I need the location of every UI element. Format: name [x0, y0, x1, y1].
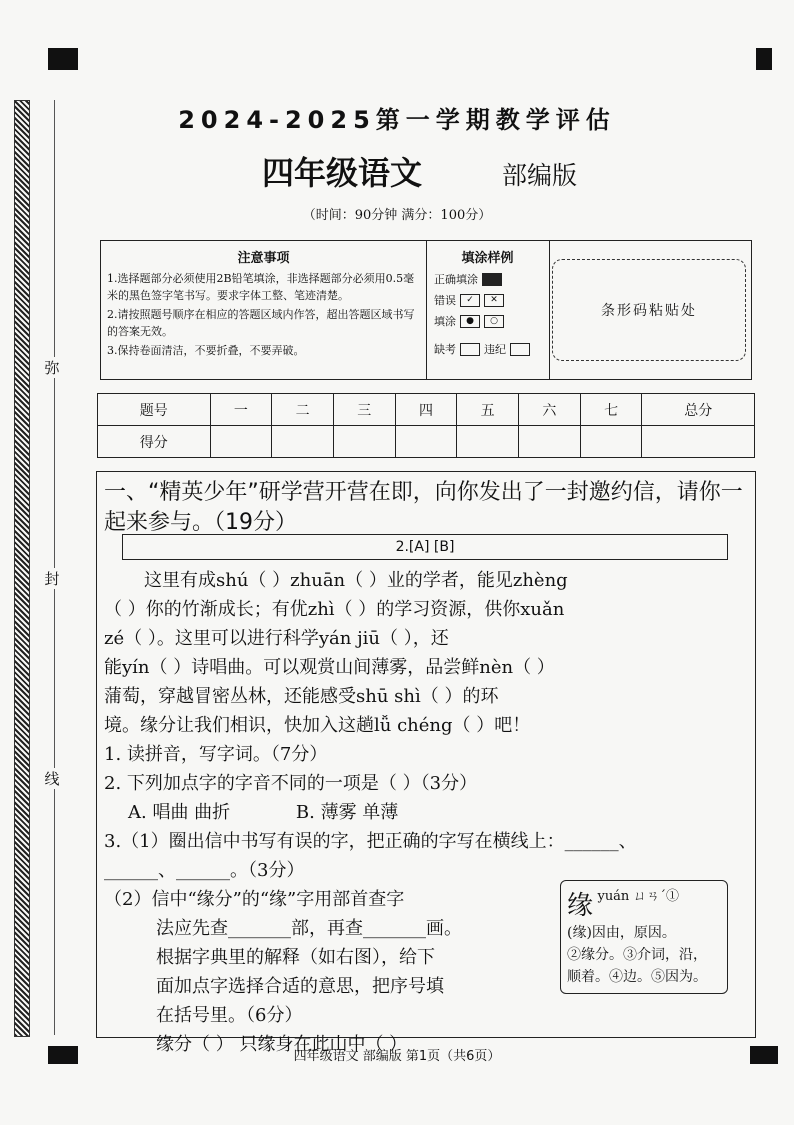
- score-header-cell: 七: [580, 394, 642, 426]
- correct-sample: [434, 271, 541, 287]
- dictionary-line: ②缘分。③介词，沿，: [567, 947, 707, 963]
- binding-label-feng: 封: [40, 568, 64, 589]
- sample-column: [426, 241, 550, 379]
- violation-checkbox[interactable]: [510, 343, 530, 356]
- dictionary-char: 缘: [567, 891, 594, 921]
- circle-box-icon: ○: [484, 315, 504, 328]
- score-cell[interactable]: [395, 426, 457, 458]
- notice-column: [101, 241, 427, 379]
- dot-box-icon: ●: [460, 315, 480, 328]
- subject-title: 四年级语文: [262, 154, 423, 192]
- score-cell[interactable]: [580, 426, 642, 458]
- score-cell[interactable]: [519, 426, 581, 458]
- exam-title: 2024-2025第一学期教学评估: [178, 106, 616, 134]
- barcode-area: 条形码粘贴处: [552, 259, 746, 361]
- option-a[interactable]: A. 唱曲 曲折: [128, 802, 231, 823]
- notice-box: [100, 240, 752, 380]
- question-1: 1. 读拼音，写字词。（7分）: [104, 744, 328, 765]
- score-header-cell: 六: [519, 394, 581, 426]
- passage-line: 境。缘分让我们相识，快加入这趟lǚ chéng（ ）吧！: [104, 715, 531, 736]
- time-info: （时间：90分钟 满分：100分）: [302, 208, 492, 223]
- wrong-label: 错误: [434, 294, 456, 307]
- edition-label: 部编版: [502, 161, 578, 190]
- notice-item: 3.保持卷面清洁，不要折叠，不要弄破。: [107, 344, 305, 357]
- dictionary-head: [567, 885, 721, 922]
- notice-title: 注意事项: [237, 251, 290, 266]
- score-header-row: [98, 394, 755, 426]
- wrong-label-2: 填涂: [434, 315, 456, 328]
- absent-checkbox[interactable]: [460, 343, 480, 356]
- absent-row: [434, 341, 541, 357]
- filled-box-icon: [482, 273, 502, 286]
- score-header-cell: 五: [457, 394, 519, 426]
- answer-choice-bar[interactable]: 2.[A] [B]: [122, 534, 728, 560]
- passage-line: 蒲萄，穿越冒密丛林，还能感受shū shì（ ）的环: [104, 686, 499, 707]
- score-cell[interactable]: [210, 426, 272, 458]
- question-3-2-line: 缘分（ ） 只缘身在此山中（ ）: [156, 1034, 408, 1055]
- registration-mark-top-left: [48, 48, 78, 70]
- score-header-cell: 总分: [642, 394, 755, 426]
- dictionary-pinyin: yuán ㄩㄢˊ①: [597, 889, 679, 904]
- score-header-cell: 一: [210, 394, 272, 426]
- notice-item: 2.请按照题号顺序在相应的答题区域内作答，超出答题区域书写的答案无效。: [107, 308, 415, 338]
- score-header-cell: 四: [395, 394, 457, 426]
- dictionary-line: (缘)因由，原因。: [567, 925, 676, 941]
- wrong-sample-2: [434, 313, 541, 329]
- score-header-cell: 题号: [98, 394, 211, 426]
- cross-box-icon: ✕: [484, 294, 504, 307]
- section-heading: 一、“精英少年”研学营开营在即，向你发出了一封邀约信，请你一起来参与。（19分）: [104, 480, 743, 535]
- score-header-cell: 三: [333, 394, 395, 426]
- score-cell[interactable]: [333, 426, 395, 458]
- page-footer: 四年级语文 部编版 第1页（共6页）: [293, 1049, 501, 1064]
- correct-label: 正确填涂: [434, 273, 478, 286]
- registration-mark-top-right: [756, 48, 772, 70]
- score-cell[interactable]: [272, 426, 334, 458]
- score-cell[interactable]: [642, 426, 755, 458]
- question-3-2-line: 面加点字选择合适的意思，把序号填: [156, 976, 444, 997]
- wrong-sample-1: [434, 292, 541, 308]
- option-b[interactable]: B. 薄雾 单薄: [295, 802, 399, 823]
- question-3-2-line: （2）信中“缘分”的“缘”字用部首查字: [104, 889, 405, 910]
- binding-strip: [14, 100, 30, 1037]
- dictionary-line: 顺着。④边。⑤因为。: [567, 969, 707, 985]
- question-3-2-line: 在括号里。（6分）: [156, 1005, 303, 1026]
- binding-label-xian: 线: [40, 768, 64, 789]
- question-3-2-line: 根据字典里的解释（如右图），给下: [156, 947, 435, 968]
- passage-line: （ ）你的竹渐成长；有优zhì（ ）的学习资源，供你xuǎn: [104, 599, 565, 620]
- dictionary-entry-box: [560, 880, 728, 994]
- question-3-2-line: 法应先查_______部，再查_______画。: [156, 918, 462, 939]
- score-row-label: 得分: [98, 426, 211, 458]
- passage-line: zé（ ）。这里可以进行科学yán jiū（ ），还: [104, 628, 449, 649]
- binding-label-mi: 弥: [40, 357, 64, 378]
- score-cell[interactable]: [457, 426, 519, 458]
- sample-title: 填涂样例: [461, 251, 514, 266]
- violation-label: 违纪: [484, 343, 506, 356]
- score-row: [98, 426, 755, 458]
- passage-line: 能yín（ ）诗唱曲。可以观赏山间薄雾，品尝鲜nèn（ ）: [104, 657, 555, 678]
- absent-label: 缺考: [434, 343, 456, 356]
- question-3-1-cont: ______、______。（3分）: [104, 860, 305, 881]
- score-table: [97, 393, 755, 458]
- notice-item: 1.选择题部分必须使用2B铅笔填涂，非选择题部分必须用0.5毫米的黑色签字笔书写。要求字体工整、笔迹清楚。: [107, 272, 415, 302]
- score-header-cell: 二: [272, 394, 334, 426]
- question-3-1: 3.（1）圈出信中书写有误的字，把正确的字写在横线上：______、: [104, 831, 637, 852]
- question-2-options: [104, 798, 746, 827]
- passage-line: 这里有成shú（ ）zhuān（ ）业的学者，能见zhèng: [144, 570, 568, 591]
- question-2: 2. 下列加点字的字音不同的一项是（ ）（3分）: [104, 773, 478, 794]
- check-box-icon: ✓: [460, 294, 480, 307]
